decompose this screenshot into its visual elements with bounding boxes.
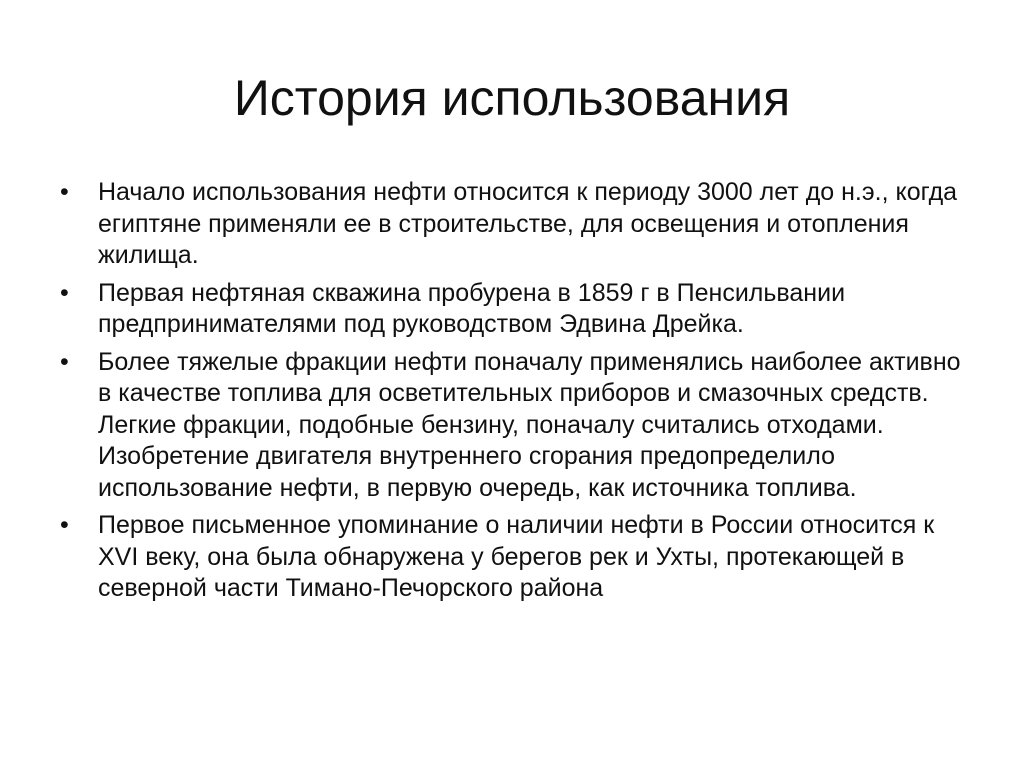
bullet-item-3 (56, 347, 976, 505)
bullet-dot-icon: • (60, 178, 69, 206)
bullet-item-4 (56, 510, 976, 605)
bullet-text: Первое письменное упоминание о наличии нефти в России относится к XVI веку, она была обнаружена у берегов рек и Ухты, протекающей в северной части Тимано-Печорского района (98, 511, 935, 602)
bullet-item-1 (56, 177, 976, 272)
slide-title: История использования (233, 70, 791, 126)
bullet-dot-icon: • (60, 511, 69, 539)
bullet-text: Более тяжелые фракции нефти поначалу применялись наиболее активно в качестве топлива для осветительных приборов и смазочных средств. Легкие фракции, подобные бензину, поначалу считались отходами. Изобретение двигателя внутреннего сгорания предопределило использование нефти, в первую очередь, как источника топлива. (98, 347, 961, 502)
bullet-list (56, 177, 976, 611)
bullet-text: Первая нефтяная скважина пробурена в 1859 г в Пенсильвании предпринимателями под руководством Эдвина Дрейка. (98, 278, 846, 338)
bullet-item-2 (56, 278, 976, 341)
bullet-dot-icon: • (60, 278, 69, 307)
bullet-dot-icon: • (60, 347, 69, 376)
bullet-text: Начало использования нефти относится к периоду 3000 лет до н.э., когда египтяне применяли ее в строительстве, для освещения и отопления жилища. (98, 178, 958, 269)
